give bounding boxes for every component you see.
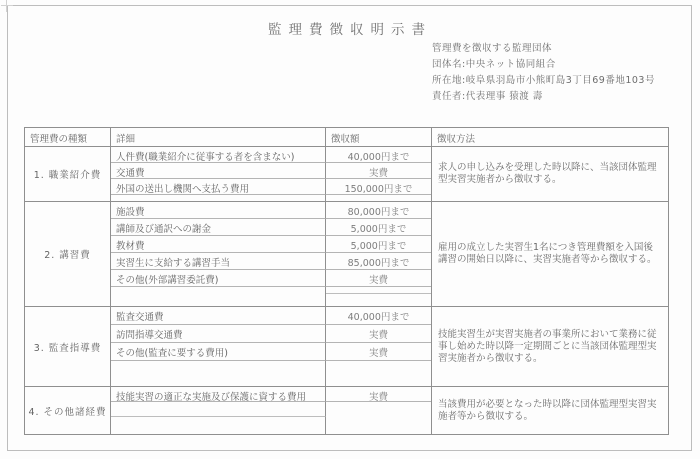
category-cell: 4. その他諸経費 <box>25 387 111 434</box>
category-cell: 2. 講習費 <box>25 202 111 306</box>
table-row <box>111 147 431 163</box>
detail-cell: 実習生に支給する講習手当 <box>111 253 326 270</box>
method-cell: 当該費用が必要となった時以降に団体監理型実習実施者等から徴収する。 <box>431 387 668 434</box>
spacer-row <box>111 417 431 434</box>
amount-cell: 5,000円まで <box>326 219 431 236</box>
spacer-row <box>111 195 431 201</box>
table-section-audit-guidance <box>25 306 668 386</box>
detail-cell: 人件費(職業紹介に従事する者を含まない) <box>111 147 326 163</box>
amount-cell: 40,000円まで <box>326 307 431 325</box>
header-method: 徴収方法 <box>431 128 668 146</box>
spacer-row <box>111 294 431 306</box>
org-info-block <box>432 41 655 105</box>
table-section-training <box>25 201 668 306</box>
amount-cell: 実費 <box>326 325 431 343</box>
detail-cell: 訪問指導交通費 <box>111 325 326 343</box>
spacer-row <box>111 287 431 294</box>
table-section-other-expenses <box>25 386 668 434</box>
table-row <box>111 202 431 219</box>
method-cell: 雇用の成立した実習生1名につき管理費額を入国後講習の開始日以降に、実習実施者等から徴収する。 <box>431 202 668 306</box>
method-cell: 技能実習生が実習実施者の事業所において業務に従事し始めた時以降一定期間ごとに当該団体監理型実習実施者から徴収する。 <box>431 307 668 386</box>
table-row <box>111 179 431 195</box>
detail-cell: 交通費 <box>111 163 326 179</box>
detail-cell: 技能実習の適正な実施及び保護に資する費用 <box>111 387 326 402</box>
org-address-line: 所在地:岐阜県羽島市小熊町島3丁目69番地103号 <box>432 75 655 86</box>
detail-cell: その他(監査に要する費用) <box>111 343 326 361</box>
table-row <box>111 387 431 402</box>
amount-cell: 40,000円まで <box>326 147 431 163</box>
table-row <box>111 343 431 361</box>
header-amount: 徴収額 <box>331 134 360 145</box>
table-row <box>111 219 431 236</box>
crop-mark-icon <box>1 0 13 12</box>
table-row <box>111 270 431 287</box>
header-category: 管理費の種類 <box>25 128 111 146</box>
table-row <box>111 253 431 270</box>
category-cell: 3. 監査指導費 <box>25 307 111 386</box>
amount-cell: 実費 <box>326 387 431 402</box>
org-name-line: 団体名:中央ネット協同組合 <box>432 59 556 70</box>
fee-disclosure-table <box>24 127 669 435</box>
spacer-row <box>111 361 431 386</box>
table-row <box>111 307 431 325</box>
amount-cell: 5,000円まで <box>326 236 431 253</box>
table-row <box>111 163 431 179</box>
detail-cell: 教材費 <box>111 236 326 253</box>
amount-cell: 85,000円まで <box>326 253 431 270</box>
detail-cell: 外国の送出し機関へ支払う費用 <box>111 179 326 195</box>
header-detail: 詳細 <box>111 128 326 146</box>
detail-cell: 施設費 <box>111 202 326 219</box>
spacer-row <box>111 402 431 417</box>
amount-cell: 80,000円まで <box>326 202 431 219</box>
detail-cell: 講師及び通訳への謝金 <box>111 219 326 236</box>
amount-cell: 実費 <box>326 163 431 179</box>
table-row <box>111 325 431 343</box>
amount-cell: 150,000円まで <box>326 179 431 195</box>
org-info-heading: 管理費を徴収する監理団体 <box>432 43 553 54</box>
table-row <box>111 236 431 253</box>
page-title: 監理費徴収明示書 <box>268 22 432 38</box>
table-header-row <box>25 128 668 146</box>
method-cell: 求人の申し込みを受理した時以降に、当該団体監理型実習実施者から徴収する。 <box>431 147 668 201</box>
detail-cell: その他(外部講習委託費) <box>111 270 326 287</box>
amount-cell: 実費 <box>326 270 431 287</box>
detail-cell: 監査交通費 <box>111 307 326 325</box>
table-section-job-referral <box>25 146 668 201</box>
amount-cell: 実費 <box>326 343 431 361</box>
org-representative-line: 責任者:代表理事 猿渡 壽 <box>432 91 543 102</box>
category-cell: 1. 職業紹介費 <box>25 147 111 201</box>
